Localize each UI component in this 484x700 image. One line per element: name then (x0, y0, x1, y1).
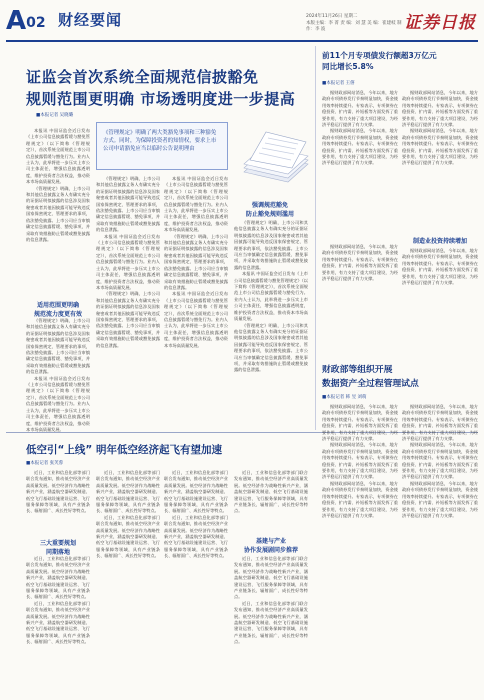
low-altitude-subhead-1: 三大重要规划 同期落地 (39, 540, 76, 556)
lead-paragraph: 《管理规定》明确，上市公司和其他信息披露义务人有确实充分的证据证明拟披露的信息涉及国家秘密或者其他因披露可能导致违反国家保密规定、管理要求的事项，依法豁免披露。上市公司应当审慎确定信息披露暂缓、豁免事项，并采取有效措施防止暂缓或豁免披露的信息泄露。 (26, 318, 90, 375)
low-altitude-paragraph: 近日，工业和信息化部等部门联合发布通知，推动低空经济产业高质量发展。低空经济作为战略性新兴产业，涵盖航空器研发制造、低空飞行基础设施建设运营、飞行服务保障等领域，具有产业链条长、辐射面广、成长性好等特点。 (26, 556, 90, 600)
low-altitude-headline: 低空引“上线” 明年低空经济起飞有望加速 (26, 444, 222, 456)
right-bottom-paragraph: 据财政部网站消息，今年以来，地方政府专项债券发行节奏明显加快，资金使用效率持续提升。专家表示，专项债券在稳投资、扩内需、补短板等方面发挥了重要作用，有力支持了重大项目建设，为经济平稳运行提供了有力支撑。 (322, 404, 398, 442)
low-altitude-subhead-2: 基建与产业 协作发展剧同步推荐 (243, 538, 298, 554)
right-mid-column-1 (322, 244, 398, 348)
right-bottom-headline-line1: 财政部等组织开展 (322, 365, 393, 375)
pull-quote-box (96, 122, 228, 170)
right-paragraph: 据财政部网站消息，今年以来，地方政府专项债券发行节奏明显加快，资金使用效率持续提升。专家表示，专项债券在稳投资、扩内需、补短板等方面发挥了重要作用，有力支持了重大项目建设，为经济平稳运行提供了有力支撑。 (322, 128, 398, 166)
lead-column-3 (164, 176, 228, 426)
lead-paragraph: 本报讯 中国证监会近日发布《上市公司信息披露暂缓与豁免管理规定》（以下简称《管理规定》），首次系统全面规范上市公司信息披露暂缓与豁免行为。业内人士认为，此举将进一步压实上市公司主体责任，增强信息披露透明度，维护投资者合法权益，推动资本市场高质量发展。 (164, 291, 228, 348)
right-bottom-byline: ■本报记者 韩 昱 刘萌 (322, 395, 367, 400)
low-altitude-paragraph: 近日，工业和信息化部等部门联合发布通知，推动低空经济产业高质量发展。低空经济作为战略性新兴产业，涵盖航空器研发制造、低空飞行基础设施建设运营、飞行服务保障等领域，具有产业链条长、辐射面广、成长性好等特点。 (26, 470, 90, 514)
right-paragraph: 据财政部网站消息，今年以来，地方政府专项债券发行节奏明显加快，资金使用效率持续提升。专家表示，专项债券在稳投资、扩内需、补短板等方面发挥了重要作用，有力支持了重大项目建设，为经济平稳运行提供了有力支撑。 (402, 128, 478, 166)
lead-column-2 (96, 176, 160, 426)
right-bottom-paragraph: 据财政部网站消息，今年以来，地方政府专项债券发行节奏明显加快，资金使用效率持续提升。专家表示，专项债券在稳投资、扩内需、补短板等方面发挥了重要作用，有力支持了重大项目建设，为经济平稳运行提供了有力支撑。 (402, 480, 478, 518)
lead-headline-line2: 规则范围更明确 市场透明度进一步提高 (26, 90, 296, 108)
right-top-column-1 (322, 90, 398, 240)
issue-info (306, 14, 406, 34)
low-altitude-paragraph: 近日，工业和信息化部等部门联合发布通知，推动低空经济产业高质量发展。低空经济作为战略性新兴产业，涵盖航空器研发制造、低空飞行基础设施建设运营、飞行服务保障等领域，具有产业链条长、辐射面广、成长性好等特点。 (164, 514, 228, 559)
right-top-column-2 (402, 90, 478, 232)
low-altitude-paragraph: 近日，工业和信息化部等部门联合发布通知，推动低空经济产业高质量发展。低空经济作为战略性新兴产业，涵盖航空器研发制造、低空飞行基础设施建设运营、飞行服务保障等领域，具有产业链条长、辐射面广、成长性好等特点。 (164, 470, 228, 514)
lead-paragraph: 本报讯 中国证监会近日发布《上市公司信息披露暂缓与豁免管理规定》（以下简称《管理规定》），首次系统全面规范上市公司信息披露暂缓与豁免行为。业内人士认为，此举将进一步压实上市公司主体责任，增强信息披露透明度，维护投资者合法权益，推动资本市场高质量发展。 (234, 271, 308, 322)
lead-paragraph: 《管理规定》明确，上市公司和其他信息披露义务人有确实充分的证据证明拟披露的信息涉及国家秘密或者其他因披露可能导致违反国家保密规定、管理要求的事项，依法豁免披露。上市公司应当审慎确定信息披露暂缓、豁免事项，并采取有效措施防止暂缓或豁免披露的信息泄露。 (234, 220, 308, 270)
low-altitude-byline: ■本报记者 张芙蓉 (26, 461, 64, 466)
lead-paragraph: 《管理规定》明确，上市公司和其他信息披露义务人有确实充分的证据证明拟披露的信息涉及国家秘密或者其他因披露可能导致违反国家保密规定、管理要求的事项，依法豁免披露。上市公司应当审慎确定信息披露暂缓、豁免事项，并采取有效措施防止暂缓或豁免披露的信息泄露。 (234, 322, 308, 373)
lead-column-1b (26, 318, 90, 432)
lead-column-1 (26, 128, 90, 298)
right-bottom-headline-line2: 数据资产全过程管理试点 (322, 379, 419, 389)
lead-column-4 (234, 220, 308, 426)
right-bottom-column-1 (322, 404, 398, 696)
right-mid-subhead: 制造业投资持续增加 (412, 238, 467, 245)
lead-subhead-2: 强调规范豁免 防止豁免规则滥用 (245, 202, 294, 218)
right-paragraph: 据财政部网站消息，今年以来，地方政府专项债券发行节奏明显加快，资金使用效率持续提升。专家表示，专项债券在稳投资、扩内需、补短板等方面发挥了重要作用，有力支持了重大项目建设，为经济平稳运行提供了有力支撑。 (322, 244, 398, 282)
document-stack-illustration (236, 120, 312, 192)
lead-paragraph: 《管理规定》明确，上市公司和其他信息披露义务人有确实充分的证据证明拟披露的信息涉及国家秘密或者其他因披露可能导致违反国家保密规定、管理要求的事项，依法豁免披露。上市公司应当审慎确定信息披露暂缓、豁免事项，并采取有效措施防止暂缓或豁免披露的信息泄露。 (96, 176, 160, 233)
lead-headline-line1: 证监会首次系统全面规范信披豁免 (26, 68, 259, 86)
lead-subhead-1: 适用范围更明确 规范流力度更有效 (33, 302, 82, 318)
low-altitude-paragraph: 近日，工业和信息化部等部门联合发布通知，推动低空经济产业高质量发展。低空经济作为战略性新兴产业，涵盖航空器研发制造、低空飞行基础设施建设运营、飞行服务保障等领域，具有产业链条长、辐射面广、成长性好等特点。 (234, 556, 308, 600)
lead-paragraph: 《管理规定》明确，上市公司和其他信息披露义务人有确实充分的证据证明拟披露的信息涉及国家秘密或者其他因披露可能导致违反国家保密规定、管理要求的事项，依法豁免披露。上市公司应当审慎确定信息披露暂缓、豁免事项，并采取有效措施防止暂缓或豁免披露的信息泄露。 (26, 185, 90, 242)
right-bottom-paragraph: 据财政部网站消息，今年以来，地方政府专项债券发行节奏明显加快，资金使用效率持续提升。专家表示，专项债券在稳投资、扩内需、补短板等方面发挥了重要作用，有力支持了重大项目建设，为经济平稳运行提供了有力支撑。 (322, 442, 398, 480)
page-number-digits: 02 (26, 15, 46, 31)
low-altitude-paragraph: 近日，工业和信息化部等部门联合发布通知，推动低空经济产业高质量发展。低空经济作为战略性新兴产业，涵盖航空器研发制造、低空飞行基础设施建设运营、飞行服务保障等领域，具有产业链条长、辐射面广、成长性好等特点。 (96, 470, 160, 514)
low-altitude-paragraph: 近日，工业和信息化部等部门联合发布通知，推动低空经济产业高质量发展。低空经济作为战略性新兴产业，涵盖航空器研发制造、低空飞行基础设施建设运营、飞行服务保障等领域，具有产业链条长、辐射面广、成长性好等特点。 (234, 600, 308, 645)
issue-date: 2024年11月26日 星期二 (306, 14, 358, 19)
masthead (6, 6, 478, 42)
right-bottom-paragraph: 据财政部网站消息，今年以来，地方政府专项债券发行节奏明显加快，资金使用效率持续提升。专家表示，专项债券在稳投资、扩内需、补短板等方面发挥了重要作用，有力支持了重大项目建设，为经济平稳运行提供了有力支撑。 (402, 442, 478, 480)
lead-paragraph: 本报讯 中国证监会近日发布《上市公司信息披露暂缓与豁免管理规定》（以下简称《管理规定》），首次系统全面规范上市公司信息披露暂缓与豁免行为。业内人士认为，此举将进一步压实上市公司主体责任，增强信息披露透明度，维护投资者合法权益，推动资本市场高质量发展。 (26, 128, 90, 185)
lead-paragraph: 《管理规定》明确，上市公司和其他信息披露义务人有确实充分的证据证明拟披露的信息涉及国家秘密或者其他因披露可能导致违反国家保密规定、管理要求的事项，依法豁免披露。上市公司应当审慎确定信息披露暂缓、豁免事项，并采取有效措施防止暂缓或豁免披露的信息泄露。 (164, 233, 228, 290)
issue-editors: 本版主编：李 菁 责 编：刘 慧 美 编：崔建岐 制 作：李 波 (306, 20, 402, 32)
newspaper-logo: 证券日报 (404, 13, 476, 33)
right-paragraph: 据财政部网站消息，今年以来，地方政府专项债券发行节奏明显加快，资金使用效率持续提升。专家表示，专项债券在稳投资、扩内需、补短板等方面发挥了重要作用，有力支持了重大项目建设，为经济平稳运行提供了有力支撑。 (322, 90, 398, 128)
low-altitude-column-4 (234, 470, 308, 534)
low-altitude-paragraph: 近日，工业和信息化部等部门联合发布通知，推动低空经济产业高质量发展。低空经济作为战略性新兴产业，涵盖航空器研发制造、低空飞行基础设施建设运营、飞行服务保障等领域，具有产业链条长、辐射面广、成长性好等特点。 (96, 514, 160, 559)
right-paragraph: 据财政部网站消息，今年以来，地方政府专项债券发行节奏明显加快，资金使用效率持续提升。专家表示，专项债券在稳投资、扩内需、补短板等方面发挥了重要作用，有力支持了重大项目建设，为经济平稳运行提供了有力支撑。 (402, 90, 478, 128)
right-mid-column-2 (402, 248, 478, 348)
low-altitude-column-1 (26, 470, 90, 536)
right-bottom-paragraph: 据财政部网站消息，今年以来，地方政府专项债券发行节奏明显加快，资金使用效率持续提升。专家表示，专项债券在稳投资、扩内需、补短板等方面发挥了重要作用，有力支持了重大项目建设，为经济平稳运行提供了有力支撑。 (322, 480, 398, 518)
low-altitude-column-2 (96, 470, 160, 696)
right-bottom-column-2 (402, 404, 478, 696)
lead-paragraph: 《管理规定》明确，上市公司和其他信息披露义务人有确实充分的证据证明拟披露的信息涉及国家秘密或者其他因披露可能导致违反国家保密规定、管理要求的事项，依法豁免披露。上市公司应当审慎确定信息披露暂缓、豁免事项，并采取有效措施防止暂缓或豁免披露的信息泄露。 (96, 291, 160, 348)
page-number (6, 6, 46, 38)
column-divider (315, 46, 316, 430)
right-top-byline: ■本报记者 王僖 (322, 81, 355, 86)
lead-paragraph: 本报讯 中国证监会近日发布《上市公司信息披露暂缓与豁免管理规定》（以下简称《管理规定》），首次系统全面规范上市公司信息披露暂缓与豁免行为。业内人士认为，此举将进一步压实上市公司主体责任，增强信息披露透明度，维护投资者合法权益，推动资本市场高质量发展。 (164, 176, 228, 233)
right-bottom-paragraph: 据财政部网站消息，今年以来，地方政府专项债券发行节奏明显加快，资金使用效率持续提升。专家表示，专项债券在稳投资、扩内需、补短板等方面发挥了重要作用，有力支持了重大项目建设，为经济平稳运行提供了有力支撑。 (402, 404, 478, 442)
section-title: 财经要闻 (58, 11, 123, 29)
low-altitude-column-1b (26, 556, 90, 696)
right-top-headline: 前11个月专项债发行额超3万亿元 同比增长5.8% (322, 51, 437, 71)
pull-quote-text: 《管理规定》明确了两大类豁免事项和三种豁免方式。同时，为保障投资者的知情权，要求上市公司申请豁免应当以临时公告说明理由 (103, 130, 217, 152)
low-altitude-paragraph: 近日，工业和信息化部等部门联合发布通知，推动低空经济产业高质量发展。低空经济作为战略性新兴产业，涵盖航空器研发制造、低空飞行基础设施建设运营、飞行服务保障等领域，具有产业链条长、辐射面广、成长性好等特点。 (234, 470, 308, 514)
right-paragraph: 据财政部网站消息，今年以来，地方政府专项债券发行节奏明显加快，资金使用效率持续提升。专家表示，专项债券在稳投资、扩内需、补短板等方面发挥了重要作用，有力支持了重大项目建设，为经济平稳运行提供了有力支撑。 (402, 248, 478, 286)
lead-paragraph: 本报讯 中国证监会近日发布《上市公司信息披露暂缓与豁免管理规定》（以下简称《管理规定》），首次系统全面规范上市公司信息披露暂缓与豁免行为。业内人士认为，此举将进一步压实上市公司主体责任，增强信息披露透明度，维护投资者合法权益，推动资本市场高质量发展。 (26, 375, 90, 432)
low-altitude-column-3 (164, 470, 228, 696)
low-altitude-paragraph: 近日，工业和信息化部等部门联合发布通知，推动低空经济产业高质量发展。低空经济作为战略性新兴产业，涵盖航空器研发制造、低空飞行基础设施建设运营、飞行服务保障等领域，具有产业链条长、辐射面广、成长性好等特点。 (26, 600, 90, 645)
page-letter: A (6, 6, 27, 36)
lead-paragraph: 本报讯 中国证监会近日发布《上市公司信息披露暂缓与豁免管理规定》（以下简称《管理规定》），首次系统全面规范上市公司信息披露暂缓与豁免行为。业内人士认为，此举将进一步压实上市公司主体责任，增强信息披露透明度，维护投资者合法权益，推动资本市场高质量发展。 (96, 233, 160, 290)
low-altitude-column-4b (234, 556, 308, 696)
lead-byline: ■本报记者 吴晓璐 (36, 113, 74, 118)
